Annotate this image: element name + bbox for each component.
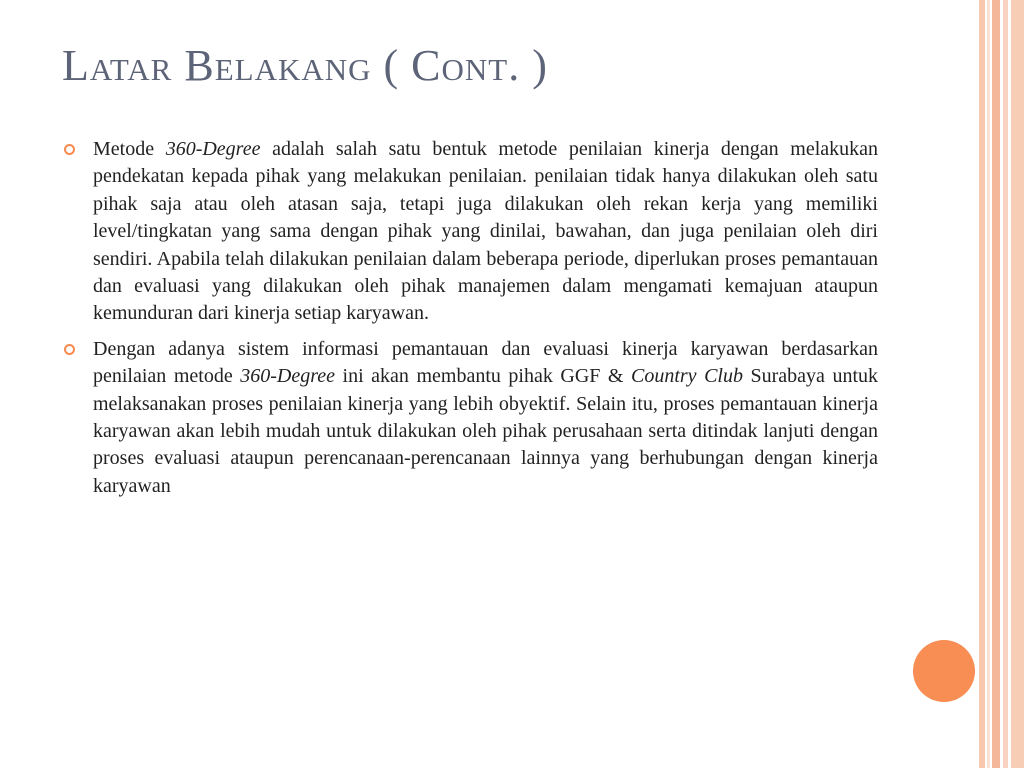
bullet-item <box>62 136 878 328</box>
bullet-text <box>93 138 878 324</box>
bullet-text-segment: ini akan membantu pihak GGF & <box>335 365 631 388</box>
bullet-text <box>93 338 878 497</box>
bullet-text-segment: Surabaya untuk melaksanakan proses penilaian kinerja yang lebih obyektif. Selain itu, proses pemantauan kinerja karyawan akan lebih mudah untuk dilakukan oleh pihak perusahaan serta ditindak lanjuti dengan proses evaluasi ataupun perencanaan-perencanaan lainnya yang berhubungan dengan kinerja karyawan <box>93 365 879 497</box>
bullet-text-emphasis: Country Club <box>631 365 743 388</box>
decorative-stripe <box>992 0 1000 768</box>
bullet-list <box>62 136 878 508</box>
bullet-text-segment: Dengan adanya sistem informasi pemantauan dan evaluasi kinerja karyawan berdasarkan penilaian metode <box>93 337 878 388</box>
bullet-item <box>62 336 878 500</box>
bullet-circle-icon <box>64 344 75 355</box>
decorative-circle <box>913 640 975 702</box>
decorative-stripe <box>1011 0 1024 768</box>
slide-title: Latar Belakang ( Cont. ) <box>62 41 548 90</box>
decorative-stripe <box>1003 0 1008 768</box>
decorative-stripe <box>987 0 990 768</box>
bullet-text-segment: Metode <box>93 138 166 160</box>
bullet-text-emphasis: 360-Degree <box>165 138 261 160</box>
bullet-circle-icon <box>64 144 75 155</box>
decorative-stripe <box>979 0 985 768</box>
bullet-text-emphasis: 360-Degree <box>240 365 336 388</box>
bullet-text-segment: adalah salah satu bentuk metode penilaian kinerja dengan melakukan pendekatan kepada pihak yang melakukan penilaian. penilaian tidak hanya dilakukan oleh satu pihak saja atau oleh atasan saja, tetapi juga dilakukan oleh rekan kerja yang memiliki level/tingkatan yang sama dengan pihak yang dinilai, bawahan, dan juga penilaian oleh diri sendiri. Apabila telah dilakukan penilaian dalam beberapa periode, diperlukan proses pemantauan dan evaluasi yang dilakukan oleh pihak manajemen dalam mengamati kemajuan ataupun kemunduran dari kinerja setiap karyawan. <box>93 138 879 325</box>
